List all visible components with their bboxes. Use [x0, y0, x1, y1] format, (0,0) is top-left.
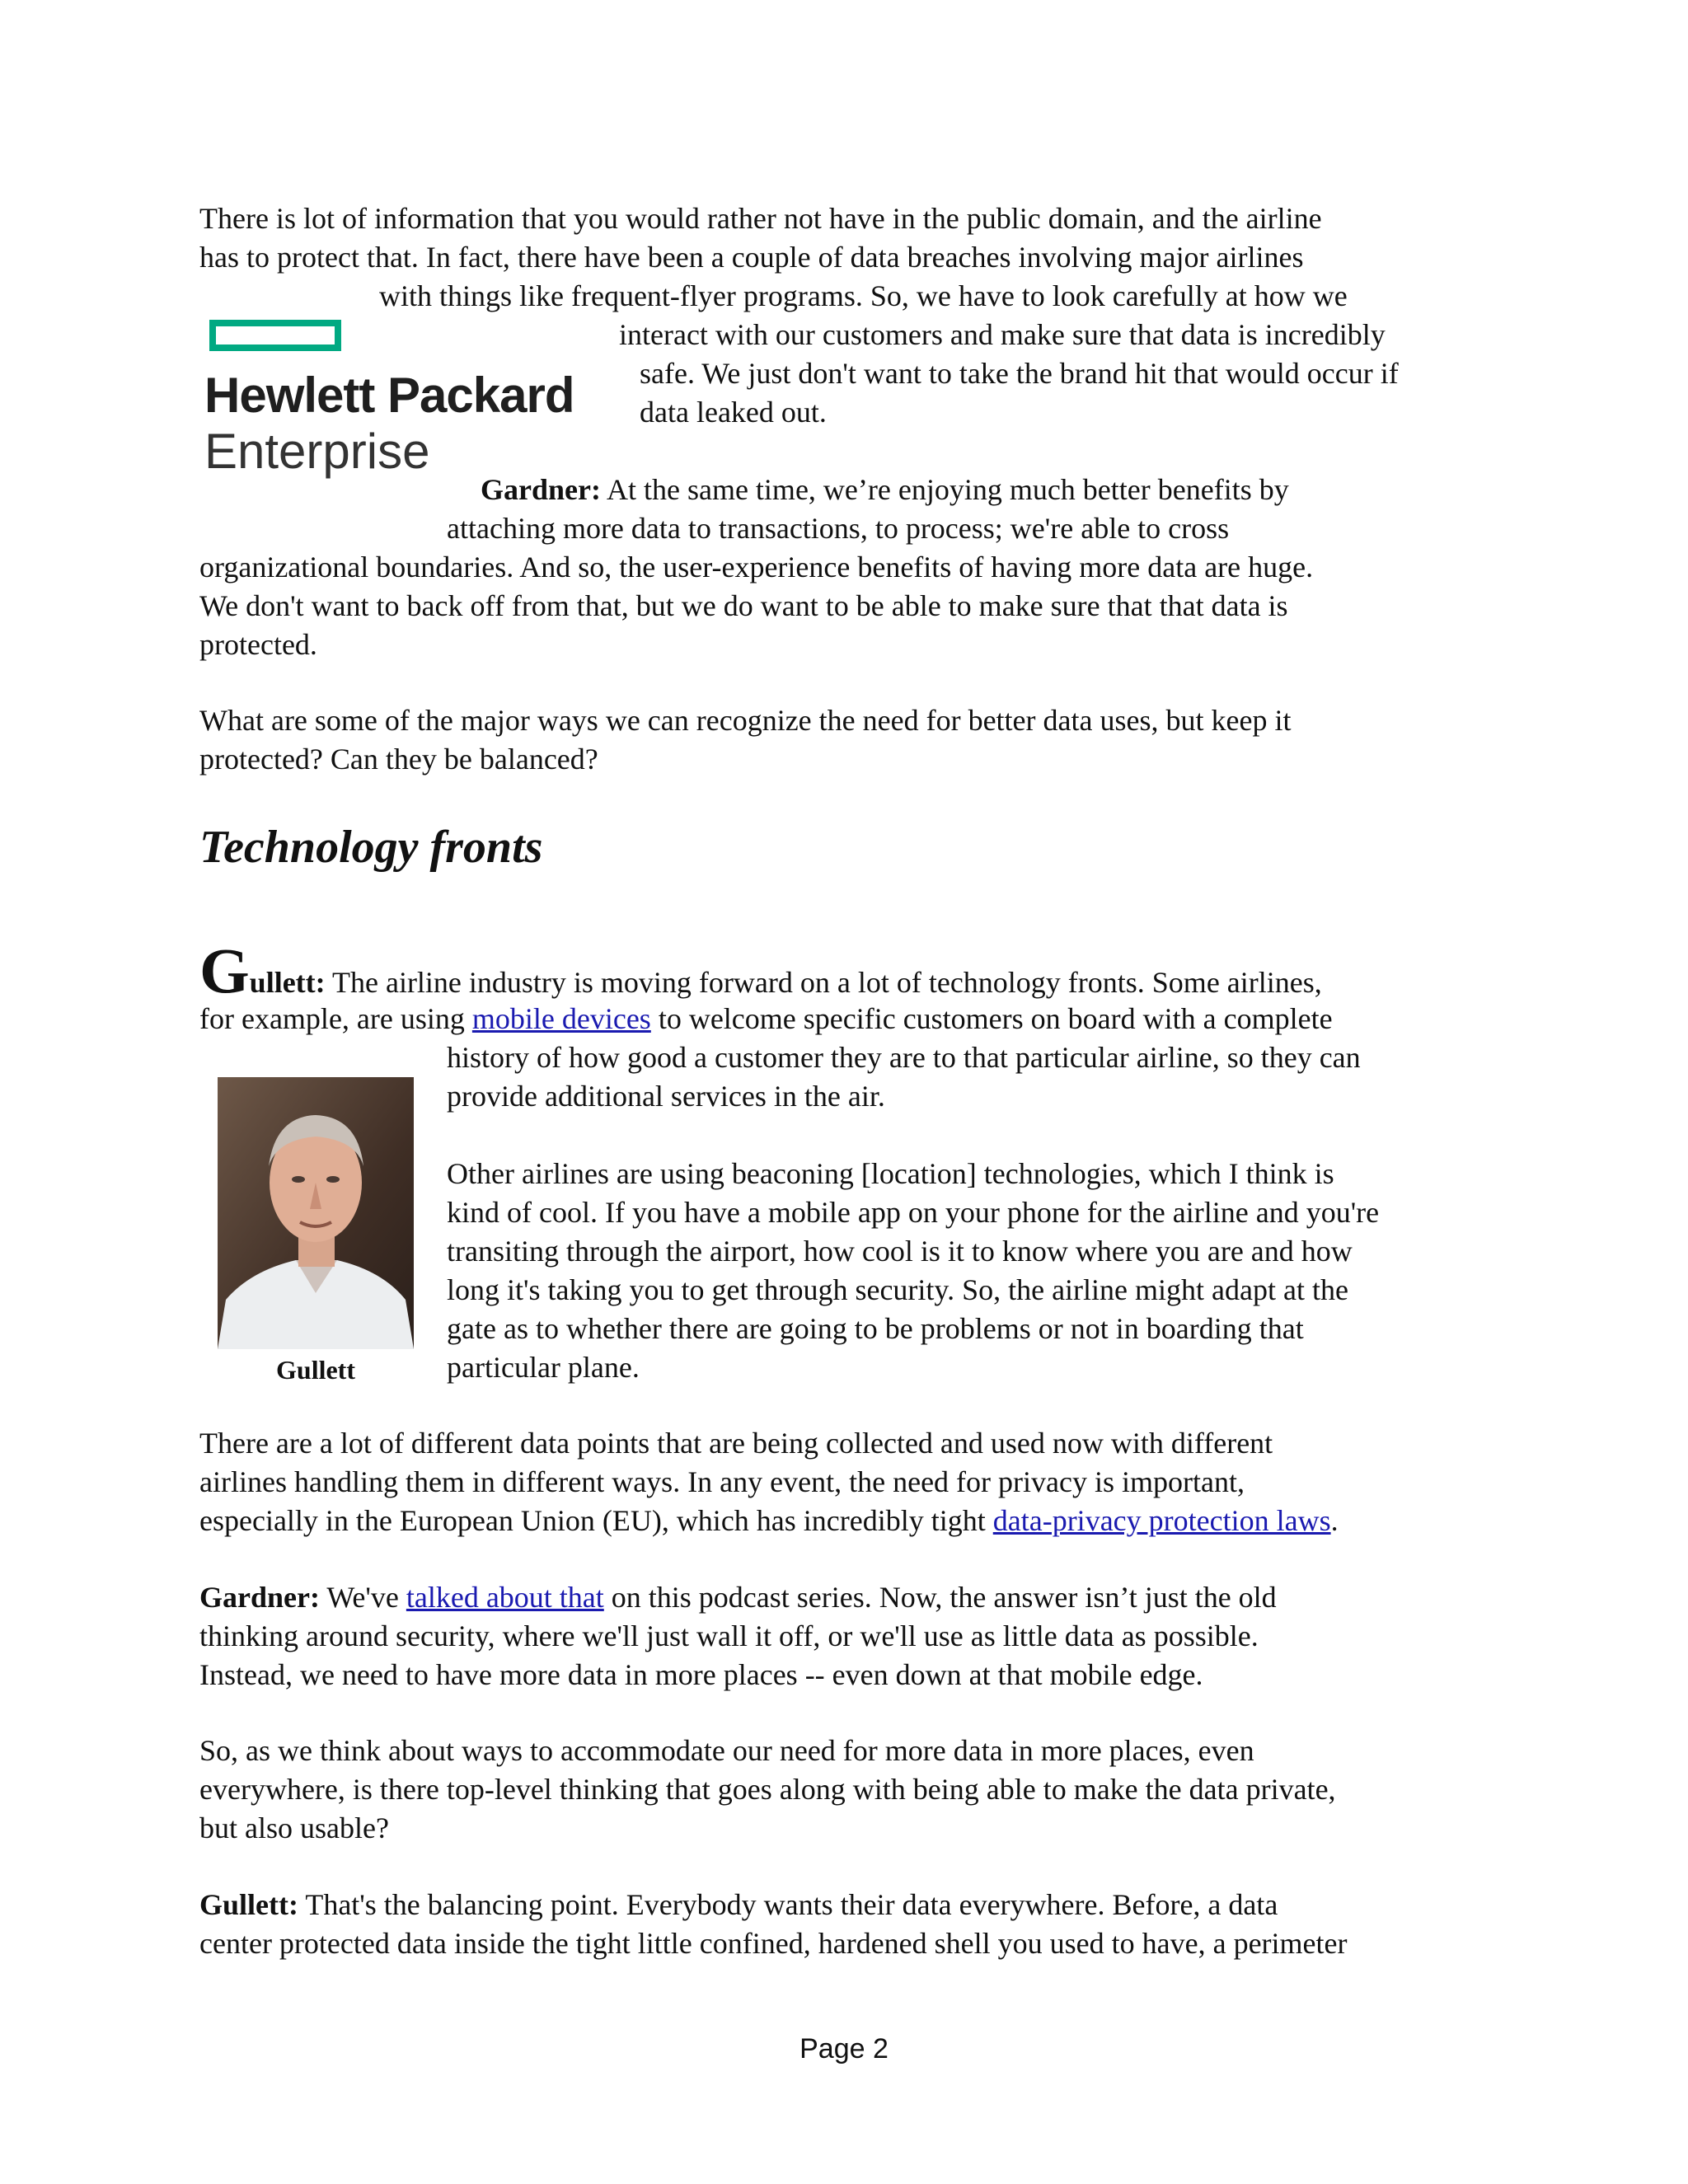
text-span: We've	[319, 1581, 406, 1614]
body-text-line: long it's taking you to get through security. So, the airline might adapt at the	[447, 1273, 1348, 1306]
body-text-line: There is lot of information that you would rather not have in the public domain, and the airline	[199, 202, 1322, 235]
hpe-logo-mark	[209, 320, 341, 351]
drop-cap: G	[199, 935, 250, 1006]
body-text-line: safe. We just don't want to take the brand hit that would occur if	[640, 357, 1399, 390]
text-span: to welcome specific customers on board with a complete	[650, 1002, 1333, 1035]
talked-about-that-link[interactable]: talked about that	[406, 1581, 604, 1614]
body-text-line: airlines handling them in different ways. In any event, the need for privacy is important,	[199, 1465, 1245, 1498]
body-text-line: with things like frequent-flyer programs. So, we have to look carefully at how we	[379, 279, 1348, 312]
body-text-line	[199, 1578, 1277, 1617]
text-span: .	[1330, 1504, 1339, 1537]
speaker-text: The airline industry is moving forward on a lot of technology fronts. Some airlines,	[325, 966, 1322, 999]
page-number: Page 2	[799, 2033, 889, 2064]
speaker-label: Gardner:	[481, 473, 601, 506]
gullett-portrait-photo	[218, 1077, 414, 1349]
hpe-logo-wordmark-line1: Hewlett Packard	[204, 368, 574, 423]
body-text-line: everywhere, is there top-level thinking that goes along with being able to make the data private,	[199, 1773, 1336, 1806]
body-text-line: protected? Can they be balanced?	[199, 743, 598, 776]
body-text-line: transiting through the airport, how cool is it to know where you are and how	[447, 1235, 1353, 1268]
speaker-label: Gullett:	[199, 1888, 298, 1921]
body-text-line: particular plane.	[447, 1351, 640, 1384]
body-text-line: has to protect that. In fact, there have been a couple of data breaches involving major airlines	[199, 241, 1304, 274]
body-text-line	[199, 935, 1322, 1006]
speaker-text: That's the balancing point. Everybody wants their data everywhere. Before, a data	[298, 1888, 1278, 1921]
text-span: for example, are using	[199, 1002, 472, 1035]
text-span: on this podcast series. Now, the answer isn’t just the old	[603, 1581, 1277, 1614]
body-text-line: There are a lot of different data points that are being collected and used now with different	[199, 1427, 1273, 1460]
section-heading: Technology fronts	[199, 822, 543, 873]
body-text-line: interact with our customers and make sure that data is incredibly	[619, 318, 1386, 351]
body-text-line: Other airlines are using beaconing [location] technologies, which I think is	[447, 1157, 1334, 1190]
body-text-line: kind of cool. If you have a mobile app on your phone for the airline and you're	[447, 1196, 1380, 1229]
body-text-line	[199, 1000, 1333, 1038]
body-text-line: thinking around security, where we'll just wall it off, or we'll use as little data as possible.	[199, 1619, 1259, 1652]
body-text-line: So, as we think about ways to accommodate our need for more data in more places, even	[199, 1734, 1254, 1767]
speaker-text: At the same time, we’re enjoying much better benefits by	[600, 473, 1289, 506]
body-text-line: Instead, we need to have more data in more places -- even down at that mobile edge.	[199, 1658, 1203, 1691]
body-text-line: protected.	[199, 628, 317, 661]
body-text-line: organizational boundaries. And so, the user-experience benefits of having more data are huge.	[199, 551, 1314, 583]
mobile-devices-link[interactable]: mobile devices	[471, 1002, 651, 1035]
body-text-line: What are some of the major ways we can recognize the need for better data uses, but keep it	[199, 704, 1292, 737]
body-text-line: but also usable?	[199, 1811, 389, 1844]
body-text-line: provide additional services in the air.	[447, 1080, 885, 1113]
body-text-line	[481, 471, 1289, 509]
data-privacy-laws-link[interactable]: data-privacy protection laws	[992, 1504, 1331, 1537]
body-text-line: center protected data inside the tight little confined, hardened shell you used to have, a perimeter	[199, 1927, 1348, 1960]
body-text-line	[199, 1502, 1339, 1540]
photo-caption: Gullett	[276, 1355, 355, 1385]
hpe-logo-wordmark-line2: Enterprise	[204, 424, 430, 479]
speaker-label: ullett:	[249, 966, 326, 999]
body-text-line	[199, 1886, 1278, 1924]
speaker-label: Gardner:	[199, 1581, 320, 1614]
body-text-line: attaching more data to transactions, to process; we're able to cross	[447, 512, 1230, 545]
body-text-line: data leaked out.	[640, 396, 827, 429]
body-text-line: history of how good a customer they are to that particular airline, so they can	[447, 1041, 1361, 1074]
hpe-logo	[204, 315, 617, 488]
body-text-line: gate as to whether there are going to be problems or not in boarding that	[447, 1312, 1304, 1345]
text-span: especially in the European Union (EU), which has incredibly tight	[199, 1504, 993, 1537]
body-text-line: We don't want to back off from that, but we do want to be able to make sure that that data is	[199, 589, 1288, 622]
